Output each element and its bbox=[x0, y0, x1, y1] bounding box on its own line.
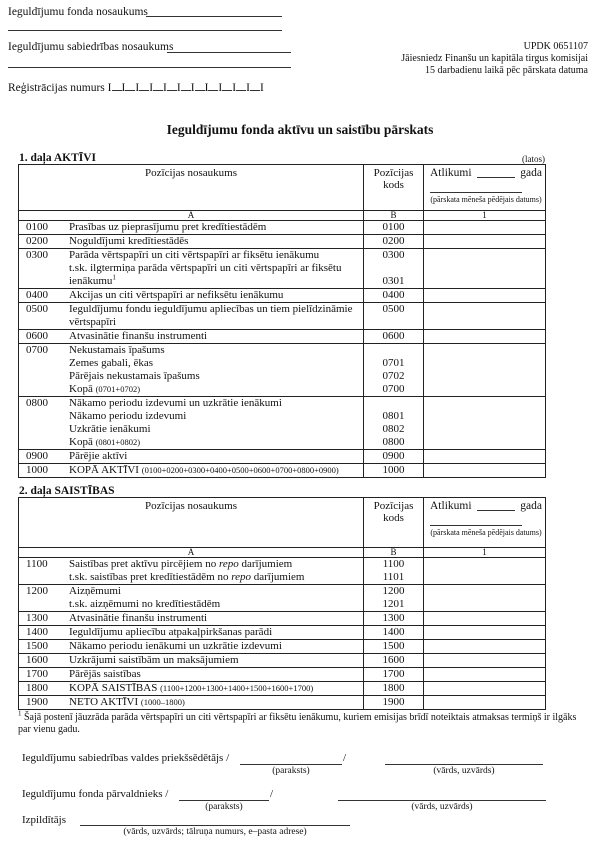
registration-digit-slot[interactable] bbox=[208, 82, 218, 91]
table-row bbox=[19, 640, 546, 654]
row-balance-input[interactable] bbox=[424, 330, 546, 344]
fund-name-label: Ieguldījumu fonda nosaukums bbox=[8, 6, 148, 18]
row-kods: 0801 bbox=[382, 410, 405, 422]
row-kods: 1201 bbox=[382, 598, 405, 610]
registration-digit-slot[interactable] bbox=[222, 82, 232, 91]
formula: (0801+0802) bbox=[95, 437, 141, 447]
row-kods-cell bbox=[364, 303, 424, 330]
row-code: 1800 bbox=[26, 682, 48, 694]
executor-label: Izpildītājs bbox=[22, 814, 66, 826]
row-kods: 0600 bbox=[382, 330, 405, 342]
row-kods: 1700 bbox=[382, 668, 405, 680]
row-name-cell bbox=[19, 612, 364, 626]
table-row bbox=[19, 654, 546, 668]
row-kods: 1300 bbox=[382, 612, 405, 624]
fund-name-field-line2[interactable] bbox=[8, 30, 282, 31]
slash: / bbox=[226, 752, 230, 764]
chairman-name-field[interactable] bbox=[385, 764, 543, 765]
row-code: 0900 bbox=[26, 450, 48, 462]
manager-name-field[interactable] bbox=[338, 800, 546, 801]
row-code: 0100 bbox=[26, 221, 48, 233]
row-label: Atvasinātie finanšu instrumenti bbox=[69, 330, 208, 342]
row-kods: 0802 bbox=[382, 423, 405, 435]
row-code: 1300 bbox=[26, 612, 48, 624]
row-label: Nākamo periodu ienākumi un uzkrātie izdevumi bbox=[69, 640, 282, 652]
row-kods: 1900 bbox=[382, 696, 405, 708]
chairman-signature-row bbox=[22, 752, 229, 764]
row-code: 1000 bbox=[26, 464, 48, 476]
slash: / bbox=[165, 788, 169, 800]
row-kods: 1200 bbox=[382, 585, 405, 597]
row-name-cell bbox=[19, 344, 364, 397]
row-code: 1700 bbox=[26, 668, 48, 680]
footnote-mark: 1 bbox=[18, 709, 22, 718]
row-label: Saistības pret aktīvu pircējiem no repo darījumiem bbox=[69, 558, 293, 570]
year-suffix: gada bbox=[520, 167, 542, 179]
row-code: 1600 bbox=[26, 654, 48, 666]
formula: (0100+0200+0300+0400+0500+0600+0700+0800+0900) bbox=[141, 465, 339, 475]
row-kods: 0500 bbox=[382, 303, 405, 315]
row-kods: 1800 bbox=[382, 682, 405, 694]
row-label: Noguldījumi kredītiestādēs bbox=[69, 235, 189, 247]
footnote-mark: 1 bbox=[112, 273, 116, 282]
registration-digit-slot[interactable] bbox=[250, 82, 260, 91]
row-label: Nākamo periodu izdevumi bbox=[69, 410, 187, 422]
letter-a: A bbox=[19, 548, 364, 558]
row-kods: 0301 bbox=[382, 275, 405, 287]
row-label: vērtspapīri bbox=[69, 316, 117, 328]
row-name-cell bbox=[19, 558, 364, 585]
page-title: Ieguldījumu fonda aktīvu un saistību pārskats bbox=[166, 122, 434, 137]
row-label: Ieguldījumu fondu ieguldījumu apliecības un tiem pielīdzināmie bbox=[69, 303, 353, 315]
row-code: 0400 bbox=[26, 289, 48, 301]
row-name-cell bbox=[19, 464, 364, 478]
row-kods: 1400 bbox=[382, 626, 405, 638]
footnote bbox=[18, 709, 588, 736]
row-label: Pārējais nekustamais īpašums bbox=[69, 370, 200, 382]
row-kods-cell bbox=[364, 235, 424, 249]
form-code: UPDK 0651107 bbox=[523, 41, 588, 52]
row-name-cell bbox=[19, 397, 364, 450]
row-balance-input[interactable] bbox=[424, 344, 546, 397]
row-kods: 0800 bbox=[382, 436, 405, 448]
letter-b: B bbox=[364, 211, 424, 221]
row-kods: 0702 bbox=[382, 370, 405, 382]
registration-digit-slot[interactable] bbox=[195, 82, 205, 91]
row-kods-cell bbox=[364, 626, 424, 640]
row-name-cell bbox=[19, 654, 364, 668]
row-kods: 1100 bbox=[382, 558, 405, 570]
table-row bbox=[19, 612, 546, 626]
registration-digit-slot[interactable] bbox=[112, 82, 122, 91]
row-balance-input[interactable] bbox=[424, 682, 546, 696]
row-kods bbox=[364, 344, 423, 357]
letter-b: B bbox=[364, 548, 424, 558]
row-label: Pārējās saistības bbox=[69, 668, 141, 680]
row-label: Uzkrātie ienākumi bbox=[69, 423, 151, 435]
row-balance-input[interactable] bbox=[424, 249, 546, 289]
company-name-field-line2[interactable] bbox=[8, 67, 291, 68]
letter-1: 1 bbox=[424, 211, 546, 221]
year-suffix: gada bbox=[520, 500, 542, 512]
row-balance-input[interactable] bbox=[424, 612, 546, 626]
row-kods-cell bbox=[364, 612, 424, 626]
row-kods-cell bbox=[364, 654, 424, 668]
row-code: 1500 bbox=[26, 640, 48, 652]
slash: / bbox=[343, 752, 347, 764]
balance-label: Atlikumi bbox=[430, 167, 472, 179]
executor-field[interactable] bbox=[80, 825, 350, 826]
table-row bbox=[19, 585, 546, 612]
company-name-field[interactable] bbox=[167, 52, 291, 53]
row-code: 1400 bbox=[26, 626, 48, 638]
row-kods: 1101 bbox=[382, 571, 405, 583]
row-label: Pārējie aktīvi bbox=[69, 450, 128, 462]
row-label: Akcijas un citi vērtspapīri ar nefiksētu ienākumu bbox=[69, 289, 284, 301]
row-code: 1900 bbox=[26, 696, 48, 708]
chairman-signature-field[interactable] bbox=[240, 764, 342, 765]
registration-digit-slot[interactable] bbox=[139, 82, 149, 91]
row-label: t.sk. aizņēmumi no kredītiestādēm bbox=[69, 598, 221, 610]
table-row bbox=[19, 682, 546, 696]
row-label: Prasības uz pieprasījumu pret kredītiestādēm bbox=[69, 221, 267, 233]
name-caption: (vārds, uzvārds) bbox=[433, 766, 495, 776]
row-name-cell bbox=[19, 235, 364, 249]
row-code: 0500 bbox=[26, 303, 48, 315]
letter-a: A bbox=[19, 211, 364, 221]
row-label: Atvasinātie finanšu instrumenti bbox=[69, 612, 208, 624]
manager-signature-field[interactable] bbox=[179, 800, 269, 801]
col-code-header-l1: Pozīcijas bbox=[373, 167, 414, 179]
currency-unit: (latos) bbox=[522, 154, 545, 164]
company-name-label: Ieguldījumu sabiedrības nosaukums bbox=[8, 41, 174, 53]
row-kods-cell bbox=[364, 289, 424, 303]
row-code: 0300 bbox=[26, 249, 48, 261]
registration-digit-slot[interactable] bbox=[236, 82, 246, 91]
table-row bbox=[19, 235, 546, 249]
row-kods: 1600 bbox=[382, 654, 405, 666]
col-name-header: Pozīcijas nosaukums bbox=[19, 498, 364, 548]
row-code: 1100 bbox=[26, 558, 48, 570]
row-code: 0200 bbox=[26, 235, 48, 247]
row-name-cell bbox=[19, 249, 364, 289]
row-name-cell bbox=[19, 696, 364, 710]
row-balance-input[interactable] bbox=[424, 558, 546, 585]
row-kods-cell bbox=[364, 464, 424, 478]
col-balance-header bbox=[424, 498, 546, 548]
table-row bbox=[19, 249, 546, 289]
balance-note: (pārskata mēneša pēdējais datums) bbox=[430, 528, 542, 537]
fund-name-field[interactable] bbox=[146, 16, 282, 17]
row-balance-input[interactable] bbox=[424, 450, 546, 464]
row-balance-input[interactable] bbox=[424, 668, 546, 682]
row-code: 1200 bbox=[26, 585, 48, 597]
row-label: Kopā (0801+0802) bbox=[69, 436, 141, 448]
assets-table bbox=[18, 164, 546, 478]
assets-letter-row bbox=[19, 211, 546, 221]
registration-label: Reģistrācijas numurs bbox=[8, 82, 105, 94]
registration-digit-slot[interactable] bbox=[181, 82, 191, 91]
table-row bbox=[19, 303, 546, 330]
table-row bbox=[19, 668, 546, 682]
table-row bbox=[19, 450, 546, 464]
row-kods bbox=[364, 262, 423, 275]
year-field[interactable] bbox=[477, 167, 515, 178]
row-kods: 1500 bbox=[382, 640, 405, 652]
table-row bbox=[19, 221, 546, 235]
row-kods-cell bbox=[364, 682, 424, 696]
form-info bbox=[401, 41, 588, 77]
formula: (1000–1800) bbox=[140, 697, 185, 707]
row-kods: 0200 bbox=[382, 235, 405, 247]
row-name-cell bbox=[19, 640, 364, 654]
manager-signature-row bbox=[22, 788, 168, 800]
row-kods bbox=[364, 316, 423, 329]
row-label: KOPĀ AKTĪVI (0100+0200+0300+0400+0500+0600+0700+0800+0900) bbox=[69, 464, 339, 476]
row-name-cell bbox=[19, 330, 364, 344]
row-kods: 0400 bbox=[382, 289, 405, 301]
col-code-header-l2: kods bbox=[383, 179, 404, 191]
liabilities-header-row bbox=[19, 498, 546, 548]
row-balance-input[interactable] bbox=[424, 464, 546, 478]
manager-label: Ieguldījumu fonda pārvaldnieks bbox=[22, 788, 163, 800]
registration-number-slots[interactable]: I I I I I I I I I I I I bbox=[107, 82, 264, 94]
row-balance-input[interactable] bbox=[424, 289, 546, 303]
row-kods-cell bbox=[364, 585, 424, 612]
registration-digit-slot[interactable] bbox=[153, 82, 163, 91]
row-label: Nekustamais īpašums bbox=[69, 344, 165, 356]
footnote-text: Šajā postenī jāuzrāda parāda vērtspapīri un citi vērtspapīri ar fiksētu ienākumu, kuriem emisijas brīdī noteiktais atmaksas termiņš ir ilgāks par vienu gadu. bbox=[18, 712, 577, 735]
row-balance-input[interactable] bbox=[424, 235, 546, 249]
formula: (1100+1200+1300+1400+1500+1600+1700) bbox=[160, 683, 314, 693]
executor-caption: (vārds, uzvārds; tālruņa numurs, e–pasta adrese) bbox=[123, 827, 307, 837]
row-balance-input[interactable] bbox=[424, 626, 546, 640]
row-name-cell bbox=[19, 668, 364, 682]
row-balance-input[interactable] bbox=[424, 221, 546, 235]
date-field[interactable] bbox=[430, 180, 522, 193]
liabilities-table bbox=[18, 497, 546, 710]
col-name-header: Pozīcijas nosaukums bbox=[19, 165, 364, 211]
name-caption: (vārds, uzvārds) bbox=[411, 802, 473, 812]
row-label: ienākumu$^1$ bbox=[69, 273, 116, 287]
table-row bbox=[19, 289, 546, 303]
row-label: t.sk. saistības pret kredītiestādēm no repo darījumiem bbox=[69, 571, 305, 583]
table-row bbox=[19, 397, 546, 450]
registration-number bbox=[8, 82, 264, 94]
table-row bbox=[19, 558, 546, 585]
assets-header-row bbox=[19, 165, 546, 211]
registration-digit-slot[interactable] bbox=[167, 82, 177, 91]
table-row bbox=[19, 464, 546, 478]
row-kods: 0700 bbox=[382, 383, 405, 395]
row-balance-input[interactable] bbox=[424, 303, 546, 330]
row-label: Kopā (0701+0702) bbox=[69, 383, 141, 395]
row-kods-cell bbox=[364, 344, 424, 397]
row-kods-cell bbox=[364, 330, 424, 344]
row-label: NETO AKTĪVI (1000–1800) bbox=[69, 696, 185, 708]
table-row bbox=[19, 330, 546, 344]
row-kods-cell bbox=[364, 696, 424, 710]
row-label: t.sk. ilgtermiņa parāda vērtspapīri un citi vērtspapīri ar fiksētu bbox=[69, 262, 342, 274]
row-label: Uzkrājumi saistībām un maksājumiem bbox=[69, 654, 239, 666]
date-field[interactable] bbox=[430, 513, 522, 526]
section2-title: 2. daļa SAISTĪBAS bbox=[19, 485, 115, 497]
row-kods: 0701 bbox=[382, 357, 405, 369]
row-kods: 0100 bbox=[382, 221, 405, 233]
col-code-header bbox=[364, 498, 424, 548]
col-code-header bbox=[364, 165, 424, 211]
balance-label: Atlikumi bbox=[430, 500, 472, 512]
year-field[interactable] bbox=[477, 500, 515, 511]
submit-note-1: Jāiesniedz Finanšu un kapitāla tirgus komisijai bbox=[401, 53, 588, 64]
row-kods-cell bbox=[364, 221, 424, 235]
table-row bbox=[19, 344, 546, 397]
col-code-header-l2: kods bbox=[383, 512, 404, 524]
row-name-cell bbox=[19, 585, 364, 612]
col-code-header-l1: Pozīcijas bbox=[373, 500, 414, 512]
row-label: KOPĀ SAISTĪBAS (1100+1200+1300+1400+1500+1600+1700) bbox=[69, 682, 314, 694]
row-label: Parāda vērtspapīri un citi vērtspapīri ar fiksētu ienākumu bbox=[69, 249, 320, 261]
row-code: 0800 bbox=[26, 397, 48, 409]
slash: / bbox=[270, 788, 274, 800]
table-row bbox=[19, 626, 546, 640]
signature-caption: (paraksts) bbox=[272, 766, 310, 776]
row-label: Ieguldījumu apliecību atpakaļpirkšanas parādi bbox=[69, 626, 273, 638]
row-code: 0600 bbox=[26, 330, 48, 342]
row-name-cell bbox=[19, 450, 364, 464]
row-balance-input[interactable] bbox=[424, 696, 546, 710]
registration-digit-slot[interactable] bbox=[125, 82, 135, 91]
row-name-cell bbox=[19, 626, 364, 640]
formula: (0701+0702) bbox=[95, 384, 141, 394]
row-balance-input[interactable] bbox=[424, 640, 546, 654]
row-kods: 0300 bbox=[382, 249, 405, 261]
letter-1: 1 bbox=[424, 548, 546, 558]
row-code: 0700 bbox=[26, 344, 48, 356]
row-kods bbox=[364, 397, 423, 410]
row-label: Aizņēmumi bbox=[69, 585, 121, 597]
row-name-cell bbox=[19, 289, 364, 303]
liabilities-letter-row bbox=[19, 548, 546, 558]
balance-note: (pārskata mēneša pēdējais datums) bbox=[430, 195, 542, 204]
table-row bbox=[19, 696, 546, 710]
row-kods-cell bbox=[364, 640, 424, 654]
row-name-cell bbox=[19, 221, 364, 235]
row-kods-cell bbox=[364, 668, 424, 682]
row-name-cell bbox=[19, 682, 364, 696]
submit-note-2: 15 darbadienu laikā pēc pārskata datuma bbox=[425, 65, 588, 76]
row-kods-cell bbox=[364, 450, 424, 464]
col-balance-header bbox=[424, 165, 546, 211]
chairman-label: Ieguldījumu sabiedrības valdes priekšsēdētājs bbox=[22, 752, 224, 764]
signature-caption: (paraksts) bbox=[205, 802, 243, 812]
row-kods-cell bbox=[364, 397, 424, 450]
row-kods-cell bbox=[364, 558, 424, 585]
row-name-cell bbox=[19, 303, 364, 330]
row-kods-cell bbox=[364, 249, 424, 289]
row-label: Zemes gabali, ēkas bbox=[69, 357, 153, 369]
row-label: Nākamo periodu izdevumi un uzkrātie ienākumi bbox=[69, 397, 282, 409]
row-kods: 1000 bbox=[382, 464, 405, 476]
row-balance-input[interactable] bbox=[424, 654, 546, 668]
section1-title: 1. daļa AKTĪVI bbox=[19, 152, 97, 164]
row-balance-input[interactable] bbox=[424, 397, 546, 450]
row-kods: 0900 bbox=[382, 450, 405, 462]
row-balance-input[interactable] bbox=[424, 585, 546, 612]
